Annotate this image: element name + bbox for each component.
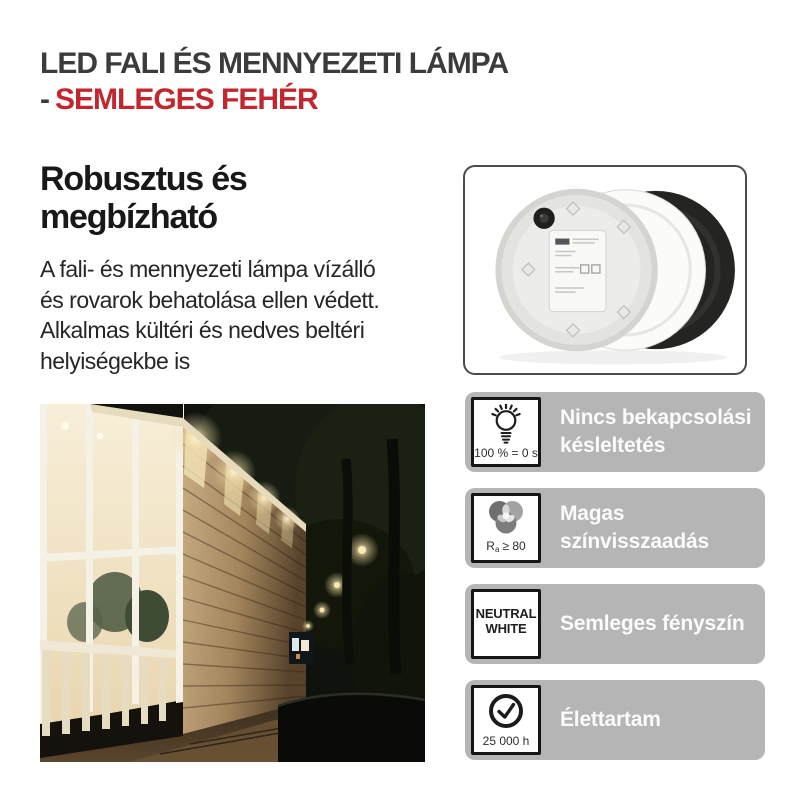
feature-label-wrap bbox=[560, 392, 755, 472]
feature-light-color-label: Semleges fényszín bbox=[560, 612, 745, 635]
neutral-white-badge bbox=[476, 606, 537, 642]
feature-badge-list bbox=[465, 392, 765, 776]
title-dash: - bbox=[40, 83, 49, 116]
section-heading bbox=[40, 160, 247, 236]
body-line: és rovarok behatolása ellen védett. bbox=[40, 286, 380, 313]
neutral-white-icon-box bbox=[471, 589, 541, 659]
cri-caption-rest: ≥ 80 bbox=[502, 539, 526, 553]
page-title bbox=[40, 46, 508, 118]
night-scene-illustration bbox=[40, 404, 425, 762]
feature-light-color bbox=[465, 584, 765, 664]
feature-label-wrap bbox=[560, 488, 755, 568]
feature-label-wrap bbox=[560, 584, 755, 664]
product-image-frame bbox=[463, 165, 747, 375]
section-heading-line1: Robusztus és bbox=[40, 160, 247, 198]
neutral-white-line1: NEUTRAL bbox=[475, 606, 537, 621]
feature-instant-on bbox=[465, 392, 765, 472]
body-line: Alkalmas kültéri és nedves beltéri bbox=[40, 317, 365, 343]
title-accent-text: SEMLEGES FEHÉR bbox=[55, 83, 318, 116]
clock-icon bbox=[474, 688, 538, 735]
body-line: helyiségekbe is bbox=[40, 347, 190, 374]
feature-cri-label: Magas színvisszaadás bbox=[560, 502, 709, 553]
page-title-line2 bbox=[40, 82, 508, 118]
lifetime-icon-box bbox=[471, 685, 541, 755]
lamp-product-illustration bbox=[471, 173, 739, 367]
neutral-white-line2: WHITE bbox=[485, 621, 527, 636]
feature-cri bbox=[465, 488, 765, 568]
page-title-line1: LED FALI ÉS MENNYEZETI LÁMPA bbox=[40, 47, 509, 80]
cri-caption-base: R bbox=[486, 539, 495, 553]
feature-lifetime-label: Élettartam bbox=[560, 708, 661, 731]
section-body bbox=[40, 254, 379, 376]
instant-on-caption: 100 % = 0 s bbox=[474, 446, 538, 460]
cri-caption bbox=[486, 540, 525, 556]
application-night-photo bbox=[40, 404, 425, 762]
body-line: A fali- és mennyezeti lámpa vízálló bbox=[40, 256, 376, 282]
cri-circles-icon bbox=[474, 496, 538, 540]
cri-caption-sub: a bbox=[494, 545, 500, 554]
feature-lifetime bbox=[465, 680, 765, 760]
lifetime-caption: 25 000 h bbox=[482, 734, 530, 748]
feature-label-wrap bbox=[560, 680, 755, 760]
section-heading-line2: megbízható bbox=[40, 198, 217, 236]
feature-instant-on-label: Nincs bekapcsolási késleltetés bbox=[560, 406, 752, 457]
cri-icon-box bbox=[471, 493, 541, 563]
bulb-rays-icon bbox=[474, 400, 538, 447]
instant-on-icon-box bbox=[471, 397, 541, 467]
